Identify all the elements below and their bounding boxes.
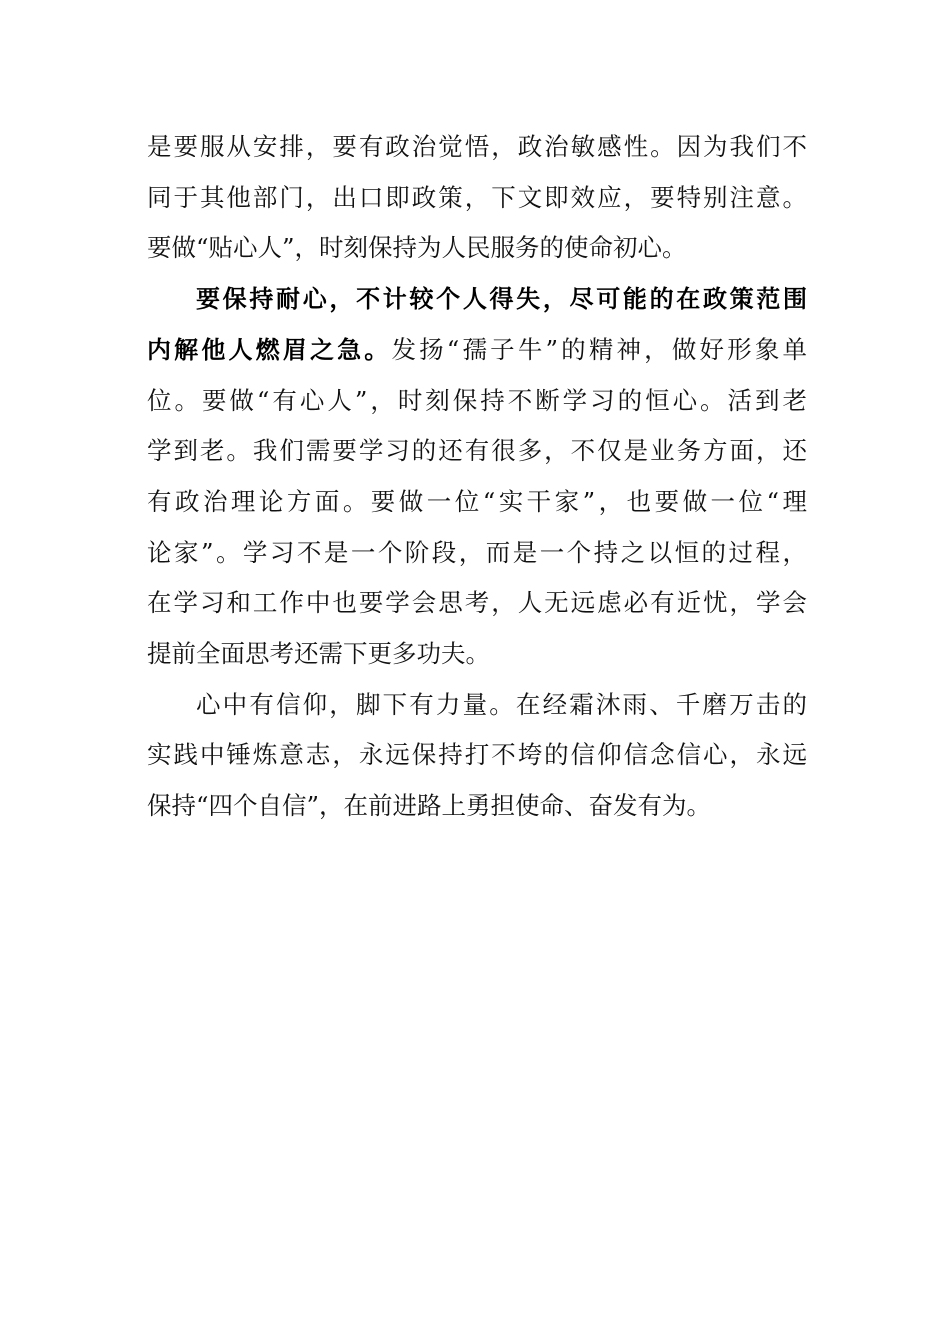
text-line: 位。要做“有心人”，时刻保持不断学习的恒心。活到老 [147, 385, 807, 415]
bold-lead-line [147, 274, 807, 325]
text-segment: 发扬“孺子牛”的精神，做好形象单 [391, 334, 807, 364]
text-line: 提前全面思考还需下更多功夫。 [147, 639, 490, 669]
mixed-line [147, 325, 807, 376]
text-line: 实践中锤炼意志，永远保持打不垮的信仰信念信心，永远 [147, 740, 807, 770]
text-line: 保持“四个自信”，在前进路上勇担使命、奋发有为。 [147, 791, 712, 821]
bold-lead-text: 要保持耐心，不计较个人得失，尽可能的在政策范围 [196, 285, 807, 314]
paragraph-3 [147, 680, 807, 832]
paragraph-1 [147, 122, 807, 274]
text-line: 同于其他部门，出口即政策，下文即效应，要特别注意。 [147, 182, 807, 212]
document-body [147, 122, 807, 832]
text-line: 论家”。学习不是一个阶段，而是一个持之以恒的过程， [147, 537, 807, 567]
text-line: 有政治理论方面。要做一位“实干家”，也要做一位“理 [147, 486, 807, 516]
bold-lead-text: 内解他人燃眉之急。 [147, 335, 392, 364]
text-line: 心中有信仰，脚下有力量。在经霜沐雨、千磨万击的 [196, 689, 807, 719]
paragraph-2 [147, 274, 807, 680]
text-line: 要做“贴心人”，时刻保持为人民服务的使命初心。 [147, 233, 687, 263]
text-line: 在学习和工作中也要学会思考，人无远虑必有近忧，学会 [147, 588, 807, 618]
text-line: 学到老。我们需要学习的还有很多，不仅是业务方面，还 [147, 436, 807, 466]
text-line: 是要服从安排，要有政治觉悟，政治敏感性。因为我们不 [147, 132, 807, 161]
